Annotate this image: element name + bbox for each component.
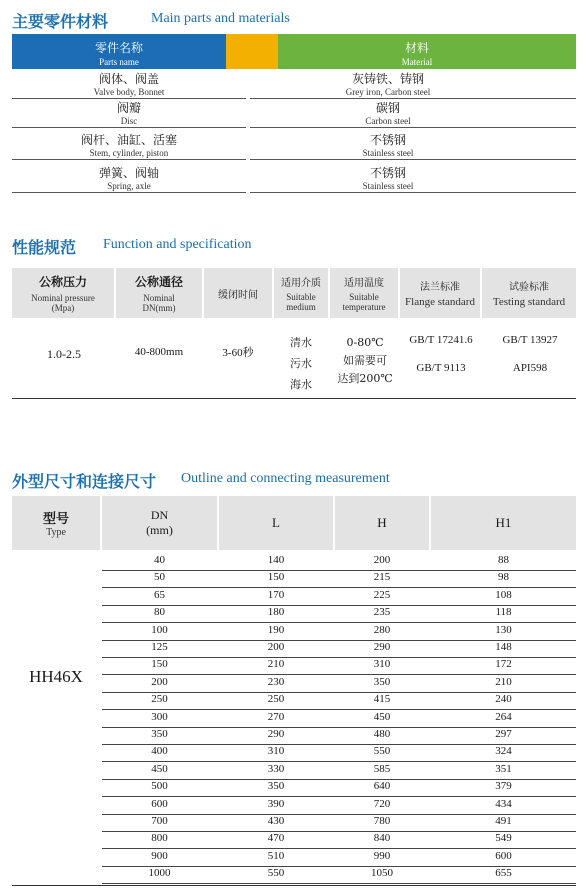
h-cell: 1050 [371,867,393,880]
spec-header-cn: 公称压力 [38,275,87,289]
l-cell: 310 [267,745,285,758]
dims-header-dn: DN (mm) [102,496,217,550]
table-row [102,779,576,797]
h-cell: 585 [373,762,391,775]
table-row [102,744,576,762]
h1-cell: 297 [495,728,512,740]
h-cell: 550 [373,745,391,758]
table-row [102,605,576,623]
spec-header-cell [400,268,480,318]
l-cell: 290 [267,728,285,740]
h-cell: 450 [373,710,391,723]
spec-header-en: Suitable medium [286,292,316,312]
dims-model: HH46X [29,667,83,686]
table-row [102,675,576,693]
spec-header-cell [482,268,576,318]
parts-header-spacer [226,34,278,69]
spec-title-en: Function and specification [103,237,252,252]
h-cell: 780 [373,815,391,827]
parts-header-name-en: Parts name [99,57,139,67]
l-cell: 190 [267,623,285,636]
table-row [102,710,576,728]
l-cell: 270 [267,710,285,723]
dn-cell: 200 [151,675,168,688]
h1-cell: 655 [495,867,512,880]
h-cell: 480 [373,728,391,740]
parts-row-name [12,163,246,195]
parts-row-rule [12,127,246,128]
l-cell: 390 [267,797,285,810]
table-row [102,849,576,867]
spec-temp: 0-80℃ 如需要可 达到200℃ [337,336,393,385]
parts-row-name-en: Valve body, Bonnet [93,87,165,97]
h1-cell: 549 [495,832,512,845]
spec-header-cell [330,268,398,318]
spec-dn: 40-800mm [134,346,184,358]
dn-cell: 450 [151,762,168,775]
dims-header-l: L [219,496,333,550]
parts-row-material-en: Carbon steel [365,116,411,126]
spec-header-en: Nominal pressure (Mpa) [31,293,95,313]
dn-cell: 100 [151,623,168,636]
parts-row-name [12,69,246,101]
parts-row-name-en: Stem, cylinder, piston [89,148,169,158]
parts-row-name-cn: 阀体、阀盖 [98,72,159,86]
spec-pressure: 1.0-2.5 [47,346,81,361]
table-row [102,831,576,849]
spec-medium: 清水 污水 海水 [290,336,312,391]
table-row [102,553,576,571]
table-row [102,623,576,641]
spec-header-cell [12,268,114,318]
dn-cell: 300 [151,710,168,723]
h-cell: 310 [373,658,391,671]
table-row [102,814,576,832]
dn-cell: 150 [151,658,168,671]
parts-row-rule [12,159,246,160]
spec-flange: GB/T 17241.6 GB/T 9113 [409,334,473,374]
parts-row-name-en: Disc [120,116,138,126]
dn-cell: 500 [151,780,168,793]
dims-header-h: H [335,496,429,550]
parts-row-material-en: Stainless steel [362,181,414,191]
parts-row-name [12,98,246,130]
h-cell: 290 [373,641,391,653]
h1-cell: 264 [495,710,512,723]
dn-cell: 40 [154,554,165,566]
spec-header-en: Nominal DN(mm) [142,293,176,313]
l-cell: 470 [267,832,285,845]
parts-row-material-cn: 灰铸铁、铸钢 [351,72,424,86]
spec-header-cn: 适用介质 [281,278,321,289]
parts-row-material-en: Grey iron, Carbon steel [345,87,431,97]
h1-cell: 130 [495,623,512,636]
l-cell: 150 [267,571,285,584]
table-row [102,727,576,745]
spec-header-cell [274,268,328,318]
parts-row-rule [250,192,576,193]
h1-cell: 240 [495,693,512,706]
h1-cell: 324 [495,745,512,758]
h1-cell: 351 [495,762,512,775]
dn-cell: 50 [154,571,165,584]
h-cell: 280 [373,623,391,636]
h-cell: 720 [373,797,391,810]
h-cell: 235 [373,606,391,619]
dims-header-type: 型号 Type [12,496,100,550]
dn-cell: 65 [154,588,165,601]
spec-testing: GB/T 13927 API598 [502,334,558,374]
parts-row-material [250,98,526,130]
h-cell: 225 [373,588,391,601]
spec-header-cn: 适用温度 [344,278,384,289]
spec-header-cell [116,268,202,318]
h1-cell: 118 [495,606,512,619]
table-row [102,640,576,658]
l-cell: 200 [267,641,285,653]
spec-header-cn: 法兰标准 [420,282,460,293]
spec-header-cn: 缓闭时间 [218,289,258,301]
h1-cell: 434 [495,797,512,810]
parts-row-material-cn: 不锈钢 [369,166,406,180]
spec-bottom-rule [12,398,576,399]
h1-cell: 172 [495,658,512,671]
h-cell: 350 [373,675,391,688]
dn-cell: 700 [151,815,168,827]
h-cell: 415 [373,693,391,706]
dn-cell: 900 [151,849,168,862]
l-cell: 550 [267,867,285,880]
h1-cell: 491 [495,815,512,827]
l-cell: 180 [267,606,285,619]
dims-title-en: Outline and connecting measurement [181,471,390,486]
spec-header-cn: 公称通径 [134,275,183,289]
parts-header-material [278,34,576,69]
parts-header-material-en: Material [401,57,433,67]
parts-row-name-cn: 阀瓣 [116,101,141,115]
parts-row-material-en: Stainless steel [362,148,414,158]
parts-title-en: Main parts and materials [151,11,290,26]
spec-header-en: Flange standard [405,296,475,308]
parts-row-rule [12,192,246,193]
parts-row-name-cn: 阀杆、油缸、活塞 [80,133,177,147]
spec-header-cn: 试验标准 [509,282,549,293]
spec-header-en: Testing standard [492,296,566,308]
spec-time: 3-60秒 [222,347,254,359]
h1-cell: 600 [495,849,512,862]
h1-cell: 148 [495,641,512,653]
table-row [102,692,576,710]
spec-header-en: Suitable temperature [342,292,386,312]
dn-cell: 800 [151,832,168,845]
parts-row-material-cn: 不锈钢 [369,133,406,147]
dims-title-cn: 外型尺寸和连接尺寸 [12,472,157,491]
l-cell: 330 [267,762,285,775]
dn-cell: 400 [151,745,168,758]
l-cell: 350 [267,780,285,793]
parts-row-material [250,130,526,162]
table-row [102,657,576,675]
spec-title-cn: 性能规范 [12,238,77,257]
h1-cell: 108 [495,588,512,601]
parts-title-cn: 主要零件材料 [12,12,109,31]
dn-cell: 125 [151,641,168,653]
spec-header-cell [204,268,272,318]
l-cell: 510 [267,849,285,862]
h1-cell: 210 [495,675,512,688]
table-row [102,762,576,780]
parts-row-material [250,69,526,101]
l-cell: 250 [267,693,285,706]
dims-bottom-rule [12,885,576,886]
dn-cell: 350 [151,728,168,740]
dn-cell: 600 [151,797,168,810]
l-cell: 210 [267,658,285,671]
h-cell: 640 [373,780,391,793]
parts-row-material-cn: 碳钢 [375,101,400,115]
parts-header-name [12,34,226,69]
dn-cell: 80 [154,606,165,619]
parts-row-name-cn: 弹簧、阀轴 [98,166,159,180]
table-row [102,866,576,884]
dims-header-h1: H1 [431,496,576,550]
parts-row-name [12,130,246,162]
table-row [102,570,576,588]
h-cell: 990 [373,849,391,862]
parts-row-material [250,163,526,195]
dn-cell: 250 [151,693,168,706]
h1-cell: 98 [498,571,509,584]
parts-row-rule [250,127,576,128]
h-cell: 840 [373,832,391,845]
parts-header-material-cn: 材料 [404,41,429,55]
parts-header-name-cn: 零件名称 [94,41,143,55]
dn-cell: 1000 [148,867,171,880]
h-cell: 200 [373,554,391,566]
table-row [102,588,576,606]
table-row [102,797,576,815]
h1-cell: 88 [498,554,509,566]
parts-row-name-en: Spring, axle [107,181,151,191]
l-cell: 430 [267,815,285,827]
l-cell: 140 [267,554,285,566]
l-cell: 170 [267,588,285,601]
parts-row-rule [250,159,576,160]
h-cell: 215 [373,571,391,584]
h1-cell: 379 [495,780,512,793]
l-cell: 230 [267,675,285,688]
